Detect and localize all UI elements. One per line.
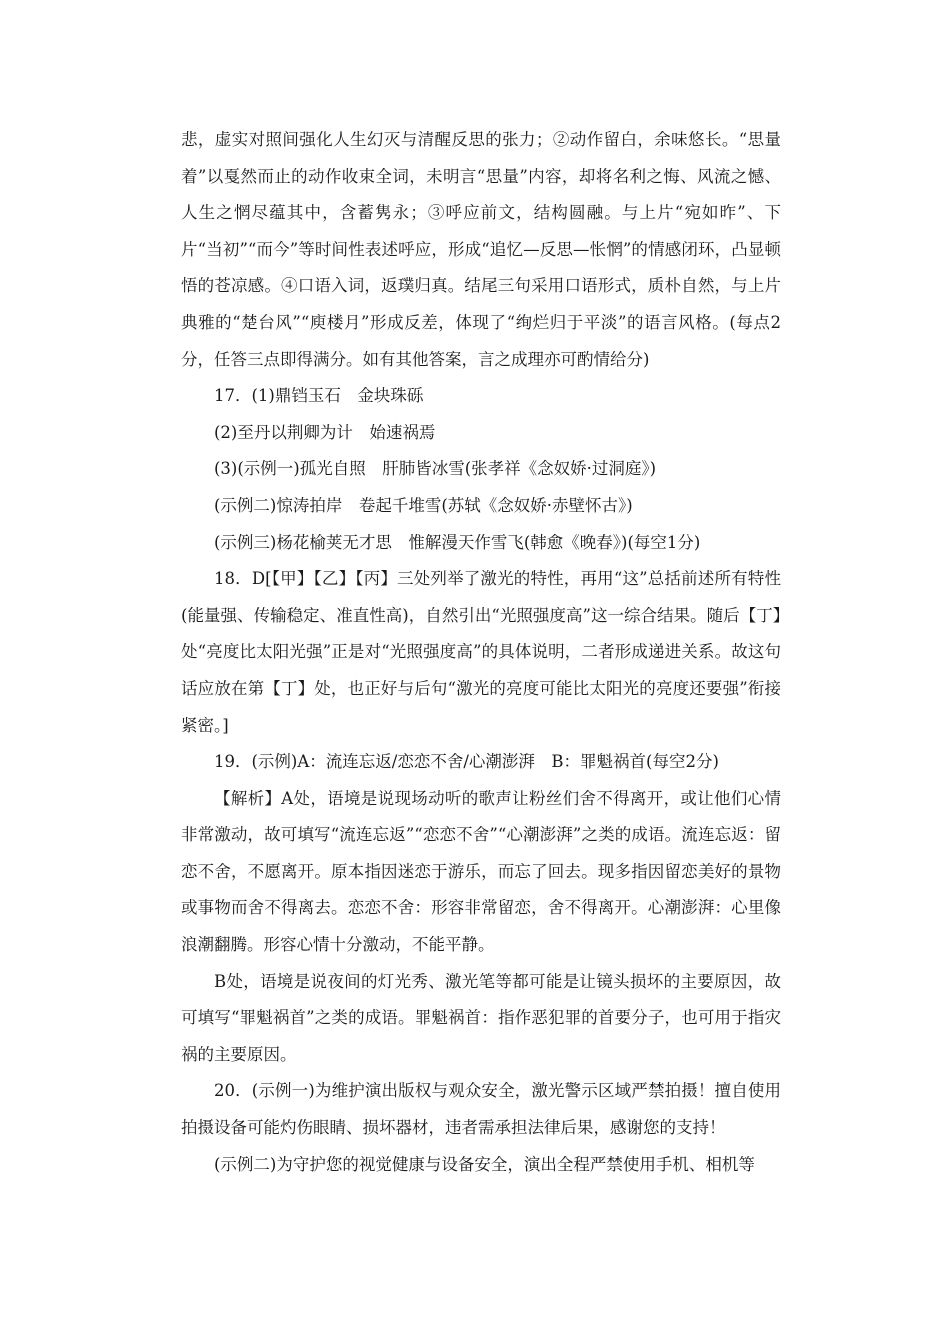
paragraph-20-example-2: (示例二)为守护您的视觉健康与设备安全，演出全程严禁使用手机、相机等 [214,1154,755,1174]
paragraph-20-example-1: 20．(示例一)为维护演出版权与观众安全，激光警示区域严禁拍摄！擅自使用拍摄设备可能灼伤眼睛、损坏器材，违者需承担法律后果，感谢您的支持！ [181,1081,781,1138]
paragraph-17-item-3-example-1: (3)(示例一)孤光自照 肝肺皆冰雪(张孝祥《念奴娇·过洞庭》) [214,459,657,479]
paragraph-19-answer: 19．(示例)A：流连忘返/恋恋不舍/心潮澎湃 B：罪魁祸首(每空2分) [214,752,719,772]
document-body [181,122,781,1183]
paragraph-17-item-2: (2)至丹以荆卿为计 始速祸焉 [214,422,436,442]
paragraph-16-answer-continued: 悲，虚实对照间强化人生幻灭与清醒反思的张力；②动作留白，余味悠长。“思量着”以戛然而止的动作收束全词，未明言“思量”内容，却将名利之悔、风流之憾、人生之惘尽蕴其中，含蓄隽永；③呼应前文，结构圆融。与上片“宛如昨”、下片“当初”“而今”等时间性表述呼应，形成“追忆—反思—怅惘”的情感闭环，凸显顿悟的苍凉感。④口语入词，返璞归真。结尾三句采用口语形式，质朴自然，与上片典雅的“楚台风”“庾楼月”形成反差，体现了“绚烂归于平淡”的语言风格。(每点2分，任答三点即得满分。如有其他答案，言之成理亦可酌情给分) [181,130,781,369]
paragraph-19-analysis-b: B处，语境是说夜间的灯光秀、激光笔等都可能是让镜头损坏的主要原因，故可填写“罪魁祸首”之类的成语。罪魁祸首：指作恶犯罪的首要分子，也可用于指灾祸的主要原因。 [181,971,781,1064]
paragraph-17-item-3-example-3: (示例三)杨花榆荚无才思 惟解漫天作雪飞(韩愈《晚春》)(每空1分) [214,532,701,552]
paragraph-17-item-1: 17．(1)鼎铛玉石 金块珠砾 [214,386,424,406]
paragraph-19-analysis-a: 【解析】A处，语境是说现场动听的歌声让粉丝们舍不得离开，或让他们心情非常激动，故可填写“流连忘返”“恋恋不舍”“心潮澎湃”之类的成语。流连忘返：留恋不舍，不愿离开。原本指因迷恋于游乐，而忘了回去。现多指因留恋美好的景物或事物而舍不得离去。恋恋不舍：形容非常留恋，舍不得离开。心潮澎湃：心里像浪潮翻腾。形容心情十分激动，不能平静。 [181,788,781,955]
paragraph-18-answer: 18．D[【甲】【乙】【丙】三处列举了激光的特性，再用“这”总括前述所有特性(能量强、传输稳定、准直性高)，自然引出“光照强度高”这一综合结果。随后【丁】处“亮度比太阳光强”正是对“光照强度高”的具体说明，二者形成递进关系。故这句话应放在第【丁】处，也正好与后句“激光的亮度可能比太阳光的亮度还要强”衔接紧密。] [181,569,781,735]
paragraph-17-item-3-example-2: (示例二)惊涛拍岸 卷起千堆雪(苏轼《念奴娇·赤壁怀古》) [214,495,633,515]
